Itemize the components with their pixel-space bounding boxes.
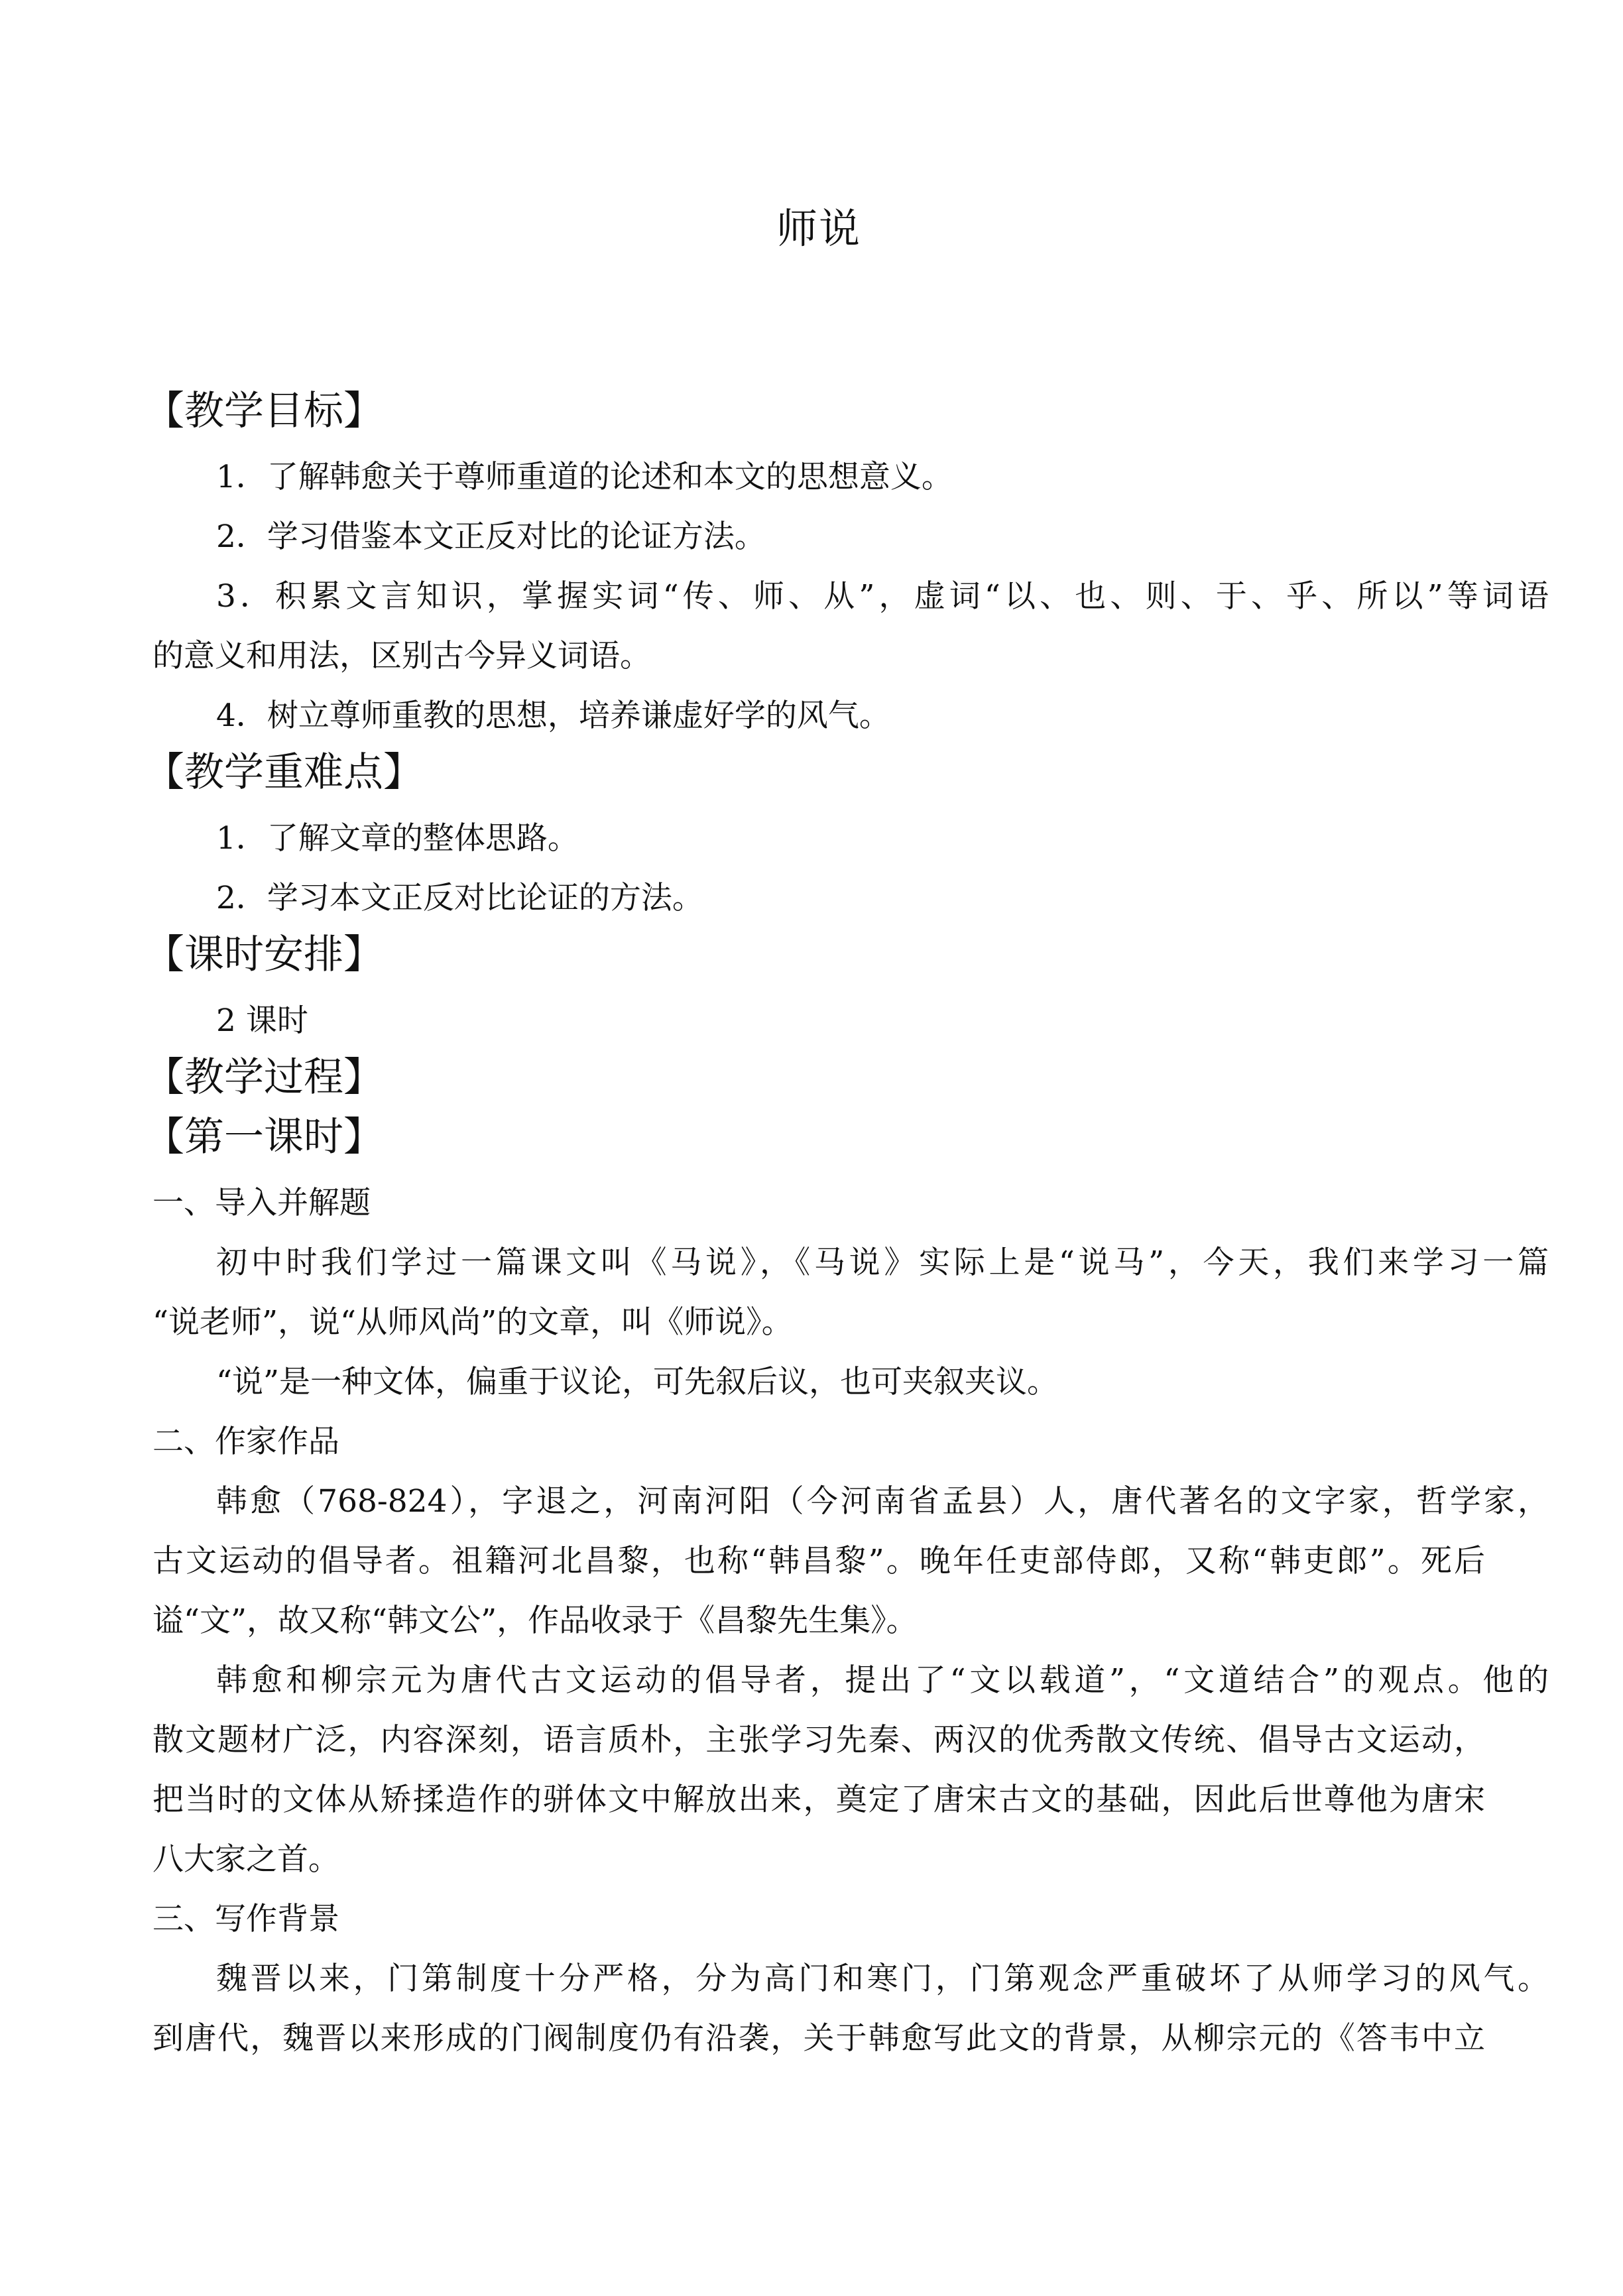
objective-item-2: 2．学习借鉴本文正反对比的论证方法。 xyxy=(216,518,766,555)
key-point-item-2: 2．学习本文正反对比论证的方法。 xyxy=(216,880,703,916)
key-point-item-1: 1．了解文章的整体思路。 xyxy=(216,820,579,857)
subheading-author: 二、作家作品 xyxy=(152,1423,339,1460)
section-heading-objectives: 【教学目标】 xyxy=(145,388,383,434)
author-paragraph-line: 把当时的文体从矫揉造作的骈体文中解放出来，奠定了唐宋古文的基础，因此后世尊他为唐宋 xyxy=(152,1782,1485,1818)
intro-paragraph-line: “说老师”，说“从师风尚”的文章，叫《师说》。 xyxy=(152,1304,793,1341)
intro-paragraph-line: “说”是一种文体，偏重于议论，可先叙后议，也可夹叙夹议。 xyxy=(216,1364,1059,1400)
author-paragraph-line: 韩愈（768-824），字退之，河南河阳（今河南省孟县）人，唐代著名的文字家，哲学家， xyxy=(216,1483,1549,1520)
author-paragraph-line: 八大家之首。 xyxy=(152,1841,339,1878)
schedule-text: 2 课时 xyxy=(216,1002,308,1039)
section-heading-lesson1: 【第一课时】 xyxy=(145,1114,383,1160)
author-paragraph-line: 韩愈和柳宗元为唐代古文运动的倡导者，提出了“文以载道”，“文道结合”的观点。他的 xyxy=(216,1662,1549,1699)
author-paragraph-line: 散文题材广泛，内容深刻，语言质朴，主张学习先秦、两汉的优秀散文传统、倡导古文运动， xyxy=(152,1722,1485,1758)
intro-paragraph-line: 初中时我们学过一篇课文叫《马说》，《马说》实际上是“说马”，今天，我们来学习一篇 xyxy=(216,1244,1549,1281)
subheading-background: 三、写作背景 xyxy=(152,1901,339,1937)
objective-item-3-cont: 的意义和用法，区别古今异义词语。 xyxy=(152,638,651,674)
section-heading-schedule: 【课时安排】 xyxy=(145,932,383,978)
objective-item-3: 3．积累文言知识，掌握实词“传、师、从”，虚词“以、也、则、于、乎、所以”等词语 xyxy=(216,578,1549,615)
background-paragraph-line: 到唐代，魏晋以来形成的门阀制度仍有沿袭，关于韩愈写此文的背景，从柳宗元的《答韦中立 xyxy=(152,2020,1485,2057)
section-heading-key-points: 【教学重难点】 xyxy=(145,749,423,796)
objective-item-4: 4．树立尊师重教的思想，培养谦虚好学的风气。 xyxy=(216,697,890,734)
page-title: 师说 xyxy=(776,204,861,253)
background-paragraph-line: 魏晋以来，门第制度十分严格，分为高门和寒门，门第观念严重破坏了从师学习的风气。 xyxy=(216,1961,1549,1997)
author-paragraph-line: 古文运动的倡导者。祖籍河北昌黎，也称“韩昌黎”。晚年任吏部侍郎，又称“韩吏郎”。死后 xyxy=(152,1543,1485,1579)
section-heading-process: 【教学过程】 xyxy=(145,1054,383,1101)
subheading-intro: 一、导入并解题 xyxy=(152,1185,371,1221)
objective-item-1: 1．了解韩愈关于尊师重道的论述和本文的思想意义。 xyxy=(216,459,953,495)
author-paragraph-line: 谥“文”，故又称“韩文公”，作品收录于《昌黎先生集》。 xyxy=(152,1602,918,1639)
